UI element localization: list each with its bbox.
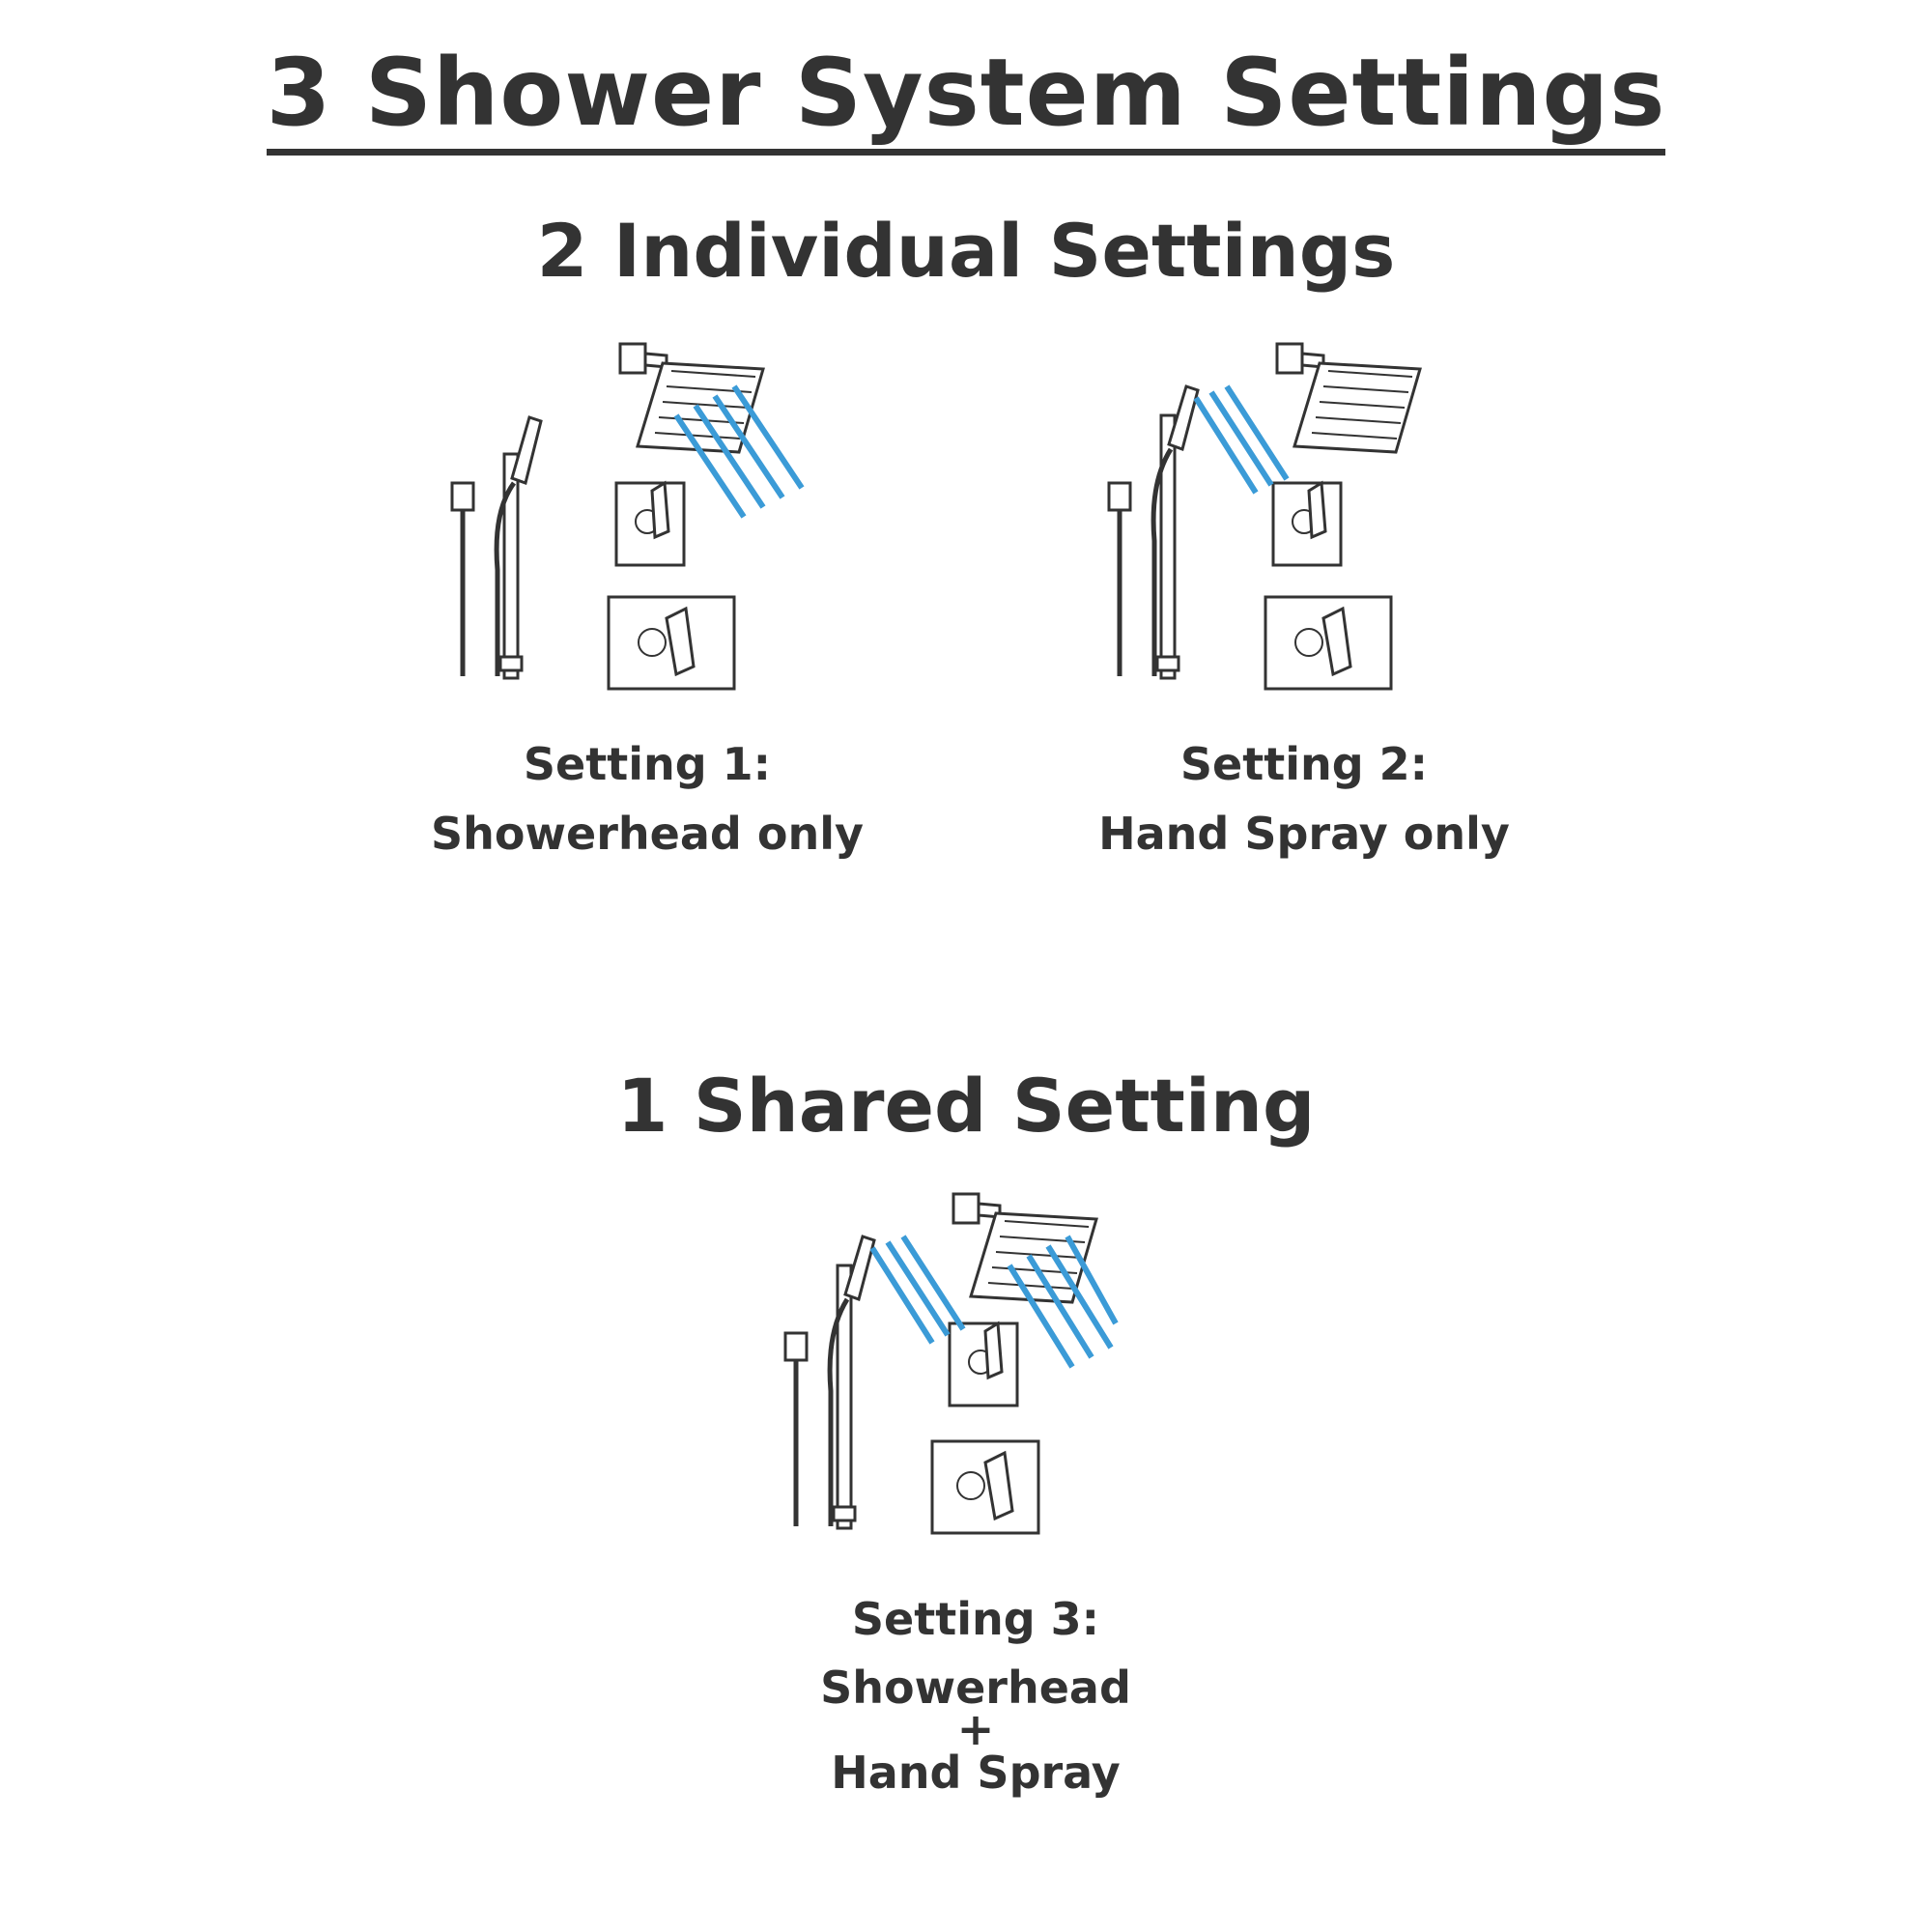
setting-2-label: Setting 2: (1179, 738, 1429, 790)
diverter-valve-icon (950, 1323, 1017, 1406)
section-heading-individual: 2 Individual Settings (536, 208, 1396, 294)
setting-1-desc: Showerhead only (431, 808, 864, 860)
setting-2-desc: Hand Spray only (1098, 808, 1510, 860)
section-heading-shared: 1 Shared Setting (616, 1063, 1316, 1149)
page-title: 3 Shower System Settings (0, 39, 1932, 156)
diverter-valve-icon (1273, 483, 1341, 565)
setting-1-label: Setting 1: (523, 738, 772, 790)
setting-3-desc-line2: Hand Spray (831, 1747, 1121, 1799)
showerhead-icon (1277, 344, 1420, 452)
wall-elbow-icon (1109, 483, 1130, 676)
wall-elbow-icon (785, 1333, 807, 1526)
thermostatic-valve-icon (609, 597, 734, 689)
setting-3-caption (724, 1584, 1227, 1797)
setting-3-label: Setting 3: (851, 1593, 1100, 1645)
thermostatic-valve-icon (1265, 597, 1391, 689)
setting-2-illustration (1101, 338, 1488, 696)
setting-3-illustration (778, 1188, 1164, 1546)
setting-3-plus: + (956, 1703, 995, 1755)
thermostatic-valve-icon (932, 1441, 1038, 1533)
wall-elbow-icon (452, 483, 473, 676)
setting-1-illustration (444, 338, 831, 696)
setting-1-caption (396, 729, 898, 868)
setting-2-caption (1053, 729, 1555, 868)
spray-lines (1196, 386, 1287, 493)
diverter-valve-icon (616, 483, 684, 565)
setting-3-desc-line1: Showerhead (820, 1662, 1131, 1714)
